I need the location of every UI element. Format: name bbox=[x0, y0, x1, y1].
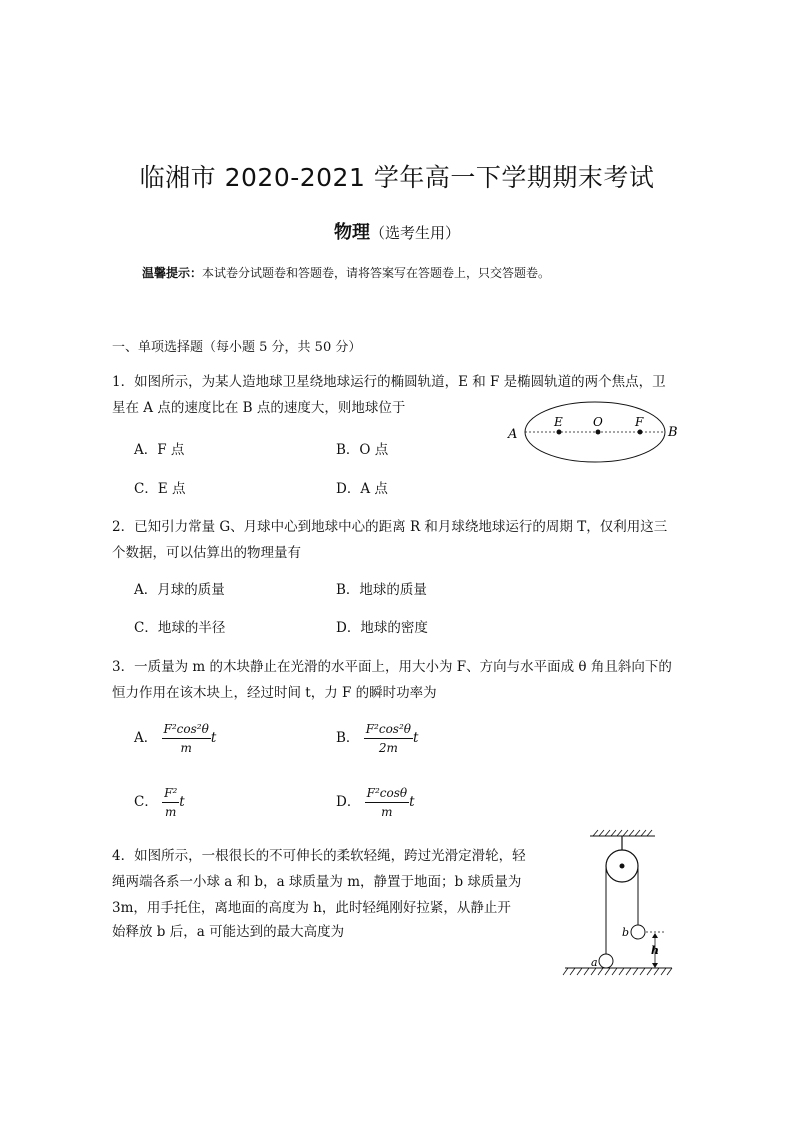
q1-option-b: B．O 点 bbox=[336, 442, 389, 458]
section-heading: 一、单项选择题（每小题 5 分，共 50 分） bbox=[112, 340, 362, 355]
focus-e-dot bbox=[557, 430, 562, 435]
q3-option-c-t: t bbox=[179, 794, 185, 810]
q3-option-c-prefix: C． bbox=[134, 794, 158, 810]
q3-option-c-numerator: F² bbox=[162, 786, 179, 803]
q2-option-b: B．地球的质量 bbox=[336, 582, 427, 598]
q3-option-c-fraction bbox=[162, 786, 179, 819]
q1-line2: 星在 A 点的速度比在 B 点的速度大，则地球位于 bbox=[112, 400, 406, 416]
exam-subtitle bbox=[0, 218, 794, 244]
label-f: F bbox=[635, 415, 644, 429]
q2-option-d: D．地球的密度 bbox=[336, 620, 428, 636]
q4-line2: 绳两端各系一小球 a 和 b，a 球质量为 m，静置于地面；b 球质量为 bbox=[112, 874, 522, 890]
ceiling-hatch bbox=[593, 830, 652, 836]
label-a: A bbox=[508, 427, 518, 442]
label-ball-a: a bbox=[591, 956, 598, 969]
q3-option-a-denominator: m bbox=[180, 741, 192, 755]
tip-label: 温馨提示： bbox=[142, 266, 203, 280]
q1-line1: 1．如图所示，为某人造地球卫星绕地球运行的椭圆轨道，E 和 F 是椭圆轨道的两个焦点，卫 bbox=[112, 374, 666, 390]
q1-option-d: D．A 点 bbox=[336, 481, 388, 497]
label-e: E bbox=[554, 415, 563, 429]
q3-option-a-prefix: A． bbox=[134, 730, 158, 746]
q3-option-b-t: t bbox=[413, 730, 419, 746]
q1-option-a: A．F 点 bbox=[134, 442, 185, 458]
exam-tip bbox=[142, 264, 550, 281]
focus-f-dot bbox=[638, 430, 643, 435]
exam-title: 临湘市 2020-2021 学年高一下学期期末考试 bbox=[139, 163, 655, 192]
q3-option-b-fraction bbox=[364, 722, 413, 755]
q2-line2: 个数据，可以估算出的物理量有 bbox=[112, 545, 301, 561]
q3-option-a-t: t bbox=[210, 730, 217, 746]
q3-line2: 恒力作用在该木块上，经过时间 t，力 F 的瞬时功率为 bbox=[112, 685, 437, 701]
label-o: O bbox=[593, 415, 603, 429]
ellipse-orbit-figure bbox=[505, 398, 685, 468]
label-ball-b: b bbox=[622, 926, 630, 939]
q3-option-d-numerator: F²cosθ bbox=[365, 786, 409, 803]
tip-text: 本试卷分试题卷和答题卷，请将答案写在答题卷上，只交答题卷。 bbox=[202, 266, 551, 280]
ball-a bbox=[599, 954, 613, 968]
q3-option-b-numerator: F²cos²θ bbox=[364, 722, 413, 739]
q3-option-a-fraction bbox=[162, 722, 211, 755]
q2-option-c: C．地球的半径 bbox=[134, 620, 226, 636]
label-b: B bbox=[668, 425, 678, 440]
q3-option-c bbox=[134, 786, 185, 819]
q3-option-d-prefix: D． bbox=[336, 794, 361, 810]
q1-option-c: C．E 点 bbox=[134, 481, 186, 497]
q4-line3: 3m，用手托住，离地面的高度为 h，此时轻绳刚好拉紧，从静止开 bbox=[112, 900, 511, 916]
q3-option-b-denominator: 2m bbox=[378, 741, 398, 755]
q3-option-a bbox=[134, 722, 216, 755]
subject-label: 物理 bbox=[333, 222, 370, 243]
pulley-figure bbox=[560, 828, 678, 980]
height-arrow-down bbox=[652, 963, 658, 968]
ground-hatch bbox=[563, 968, 672, 975]
subject-note: （选考生用） bbox=[369, 224, 460, 242]
label-h: h bbox=[651, 944, 659, 957]
q2-line1: 2．已知引力常量 G、月球中心到地球中心的距离 R 和月球绕地球运行的周期 T，仅利用这三 bbox=[112, 519, 668, 535]
q2-option-a: A．月球的质量 bbox=[134, 582, 225, 598]
center-o-dot bbox=[596, 430, 601, 435]
q4-line4: 始释放 b 后，a 可能达到的最大高度为 bbox=[112, 924, 345, 940]
height-arrow-up bbox=[652, 933, 658, 938]
q3-option-c-denominator: m bbox=[165, 805, 177, 819]
q3-option-a-numerator: F²cos²θ bbox=[162, 722, 211, 739]
q3-line1: 3．一质量为 m 的木块静止在光滑的水平面上，用大小为 F、方向与水平面成 θ 角且斜向下的 bbox=[112, 659, 672, 675]
q3-option-b-prefix: B． bbox=[336, 730, 360, 746]
q4-line1: 4．如图所示，一根很长的不可伸长的柔软轻绳，跨过光滑定滑轮，轻 bbox=[112, 848, 526, 864]
q3-option-d-denominator: m bbox=[381, 805, 393, 819]
ball-b bbox=[631, 925, 645, 939]
q3-option-b bbox=[336, 722, 418, 755]
pulley-axle bbox=[620, 864, 625, 869]
q3-option-d bbox=[336, 786, 415, 819]
q3-option-d-fraction bbox=[365, 786, 409, 819]
q3-option-d-t: t bbox=[409, 794, 415, 810]
